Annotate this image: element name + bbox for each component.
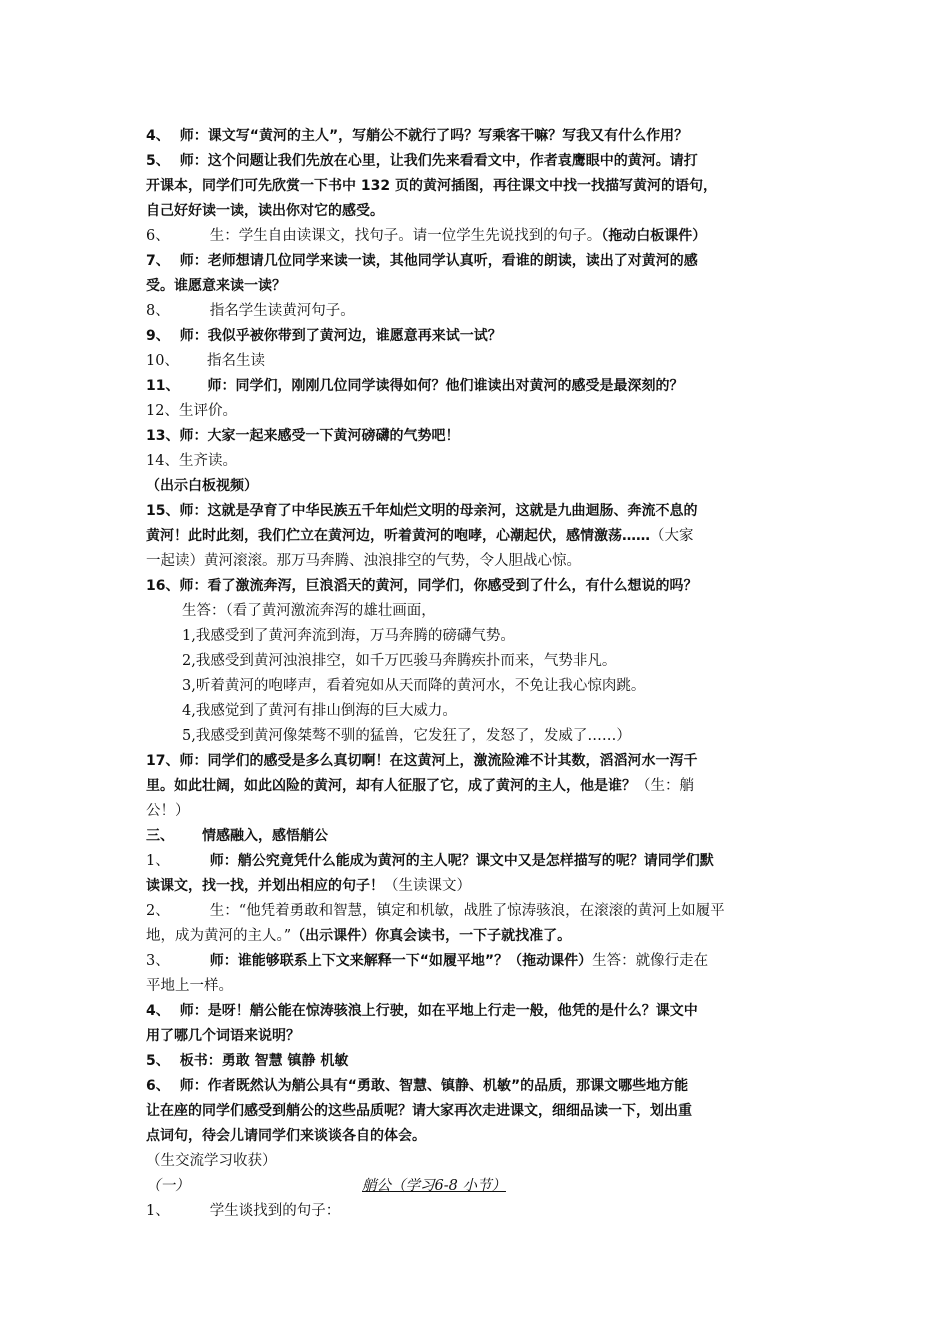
s3-line-3-cont: 平地上一样。 bbox=[146, 978, 233, 994]
line-11: 11、 师：同学们，刚刚几位同学读得如何？他们谁读出对黄河的感受是最深刻的？ bbox=[146, 378, 684, 394]
s3-line-4-cont: 用了哪几个词语来说明？ bbox=[146, 1028, 300, 1044]
line-17-cont-2: 公！） bbox=[146, 803, 190, 819]
line-17: 17、师：同学们的感受是多么真切啊！在这黄河上，激流险滩不计其数，滔滔河水一泻千 bbox=[146, 753, 698, 769]
s3-line-1-cont: 读课文，找一找，并划出相应的句子！（生读课文） bbox=[146, 878, 471, 894]
s3-line-2-cont: 地，成为黄河的主人。”（出示课件）你真会读书，一下子就找准了。 bbox=[146, 928, 572, 944]
line-5-cont-2: 自己好好读一读，读出你对它的感受。 bbox=[146, 203, 384, 219]
subsection-1-heading: （一） 艄公（学习6-8 小节） bbox=[146, 1174, 816, 1199]
s3-line-3: 3、 师：谁能够联系上下文来解释一下“如履平地”？（拖动课件）生答：就像行走在 bbox=[146, 953, 709, 969]
s3-line-2: 2、 生：“他凭着勇敢和智慧，镇定和机敏，战胜了惊涛骇浪，在滚滚的黄河上如履平 bbox=[146, 903, 725, 919]
sub1-line-1: 1、 学生谈找到的句子： bbox=[146, 1203, 341, 1219]
line-15-cont-2: 一起读）黄河滚滚。那万马奔腾、浊浪排空的气势，令人胆战心惊。 bbox=[146, 553, 581, 569]
subsection-1-title: 艄公（学习6-8 小节） bbox=[362, 1178, 506, 1194]
line-5-cont-1: 开课本，同学们可先欣赏一下书中 132 页的黄河插图，再往课文中找一找描写黄河的语句， bbox=[146, 178, 717, 194]
lesson-plan-text bbox=[146, 124, 816, 1224]
section-3-heading: 三、 情感融入，感悟艄公 bbox=[146, 828, 328, 844]
student-answer-5: 5,我感受到黄河像桀骜不驯的猛兽，它发狂了，发怒了，发威了……） bbox=[182, 728, 631, 744]
line-6: 6、 生：学生自由读课文，找句子。请一位学生先说找到的句子。（拖动白板课件） bbox=[146, 228, 707, 244]
line-4: 4、 师：课文写“黄河的主人”，写艄公不就行了吗？写乘客干嘛？写我又有什么作用？ bbox=[146, 128, 689, 144]
line-10: 10、 指名生读 bbox=[146, 353, 265, 369]
student-answer-3: 3,听着黄河的咆哮声，看着宛如从天而降的黄河水，不免让我心惊肉跳。 bbox=[182, 678, 646, 694]
s3-line-4: 4、 师：是呀！艄公能在惊涛骇浪上行驶，如在平地上行走一般，他凭的是什么？课文中 bbox=[146, 1003, 698, 1019]
line-7: 7、 师：老师想请几位同学来读一读，其他同学认真听，看谁的朗读，读出了对黄河的感 bbox=[146, 253, 698, 269]
student-answer-intro: 生答：（看了黄河激流奔泻的雄壮画面， bbox=[182, 603, 436, 619]
line-7-cont: 受。谁愿意来读一读？ bbox=[146, 278, 286, 294]
line-15-cont-1: 黄河！此时此刻，我们伫立在黄河边，听着黄河的咆哮，心潮起伏，感情激荡……（大家 bbox=[146, 528, 694, 544]
student-answer-2: 2,我感受到黄河浊浪排空，如千万匹骏马奔腾疾扑而来，气势非凡。 bbox=[182, 653, 617, 669]
line-13: 13、师：大家一起来感受一下黄河磅礴的气势吧！ bbox=[146, 428, 460, 444]
line-17-cont-1: 里。如此壮阔，如此凶险的黄河，却有人征服了它，成了黄河的主人，他是谁？（生：艄 bbox=[146, 778, 694, 794]
s3-line-5: 5、 板书：勇敢 智慧 镇静 机敏 bbox=[146, 1053, 349, 1069]
line-8: 8、 指名学生读黄河句子。 bbox=[146, 303, 355, 319]
student-answer-1: 1,我感受到了黄河奔流到海，万马奔腾的磅礴气势。 bbox=[182, 628, 515, 644]
exchange-note: （生交流学习收获） bbox=[146, 1153, 277, 1169]
line-14: 14、生齐读。 bbox=[146, 453, 237, 469]
show-video-note: （出示白板视频） bbox=[146, 478, 258, 494]
line-16: 16、师：看了激流奔泻，巨浪滔天的黄河，同学们，你感受到了什么，有什么想说的吗？ bbox=[146, 578, 698, 594]
student-answer-4: 4,我感觉到了黄河有排山倒海的巨大威力。 bbox=[182, 703, 457, 719]
s3-line-6-cont-1: 让在座的同学们感受到艄公的这些品质呢？请大家再次走进课文，细细品读一下，划出重 bbox=[146, 1103, 692, 1119]
s3-line-6: 6、 师：作者既然认为艄公具有“勇敢、智慧、镇静、机敏”的品质，那课文哪些地方能 bbox=[146, 1078, 689, 1094]
s3-line-1: 1、 师：艄公究竟凭什么能成为黄河的主人呢？课文中又是怎样描写的呢？请同学们默 bbox=[146, 853, 714, 869]
line-5: 5、 师：这个问题让我们先放在心里，让我们先来看看文中，作者袁鹰眼中的黄河。请打 bbox=[146, 153, 698, 169]
line-15: 15、师：这就是孕育了中华民族五千年灿烂文明的母亲河，这就是九曲迴肠、奔流不息的 bbox=[146, 503, 698, 519]
s3-line-6-cont-2: 点词句，待会儿请同学们来谈谈各自的体会。 bbox=[146, 1128, 426, 1144]
line-12: 12、生评价。 bbox=[146, 403, 237, 419]
line-9: 9、 师：我似乎被你带到了黄河边，谁愿意再来试一试？ bbox=[146, 328, 502, 344]
